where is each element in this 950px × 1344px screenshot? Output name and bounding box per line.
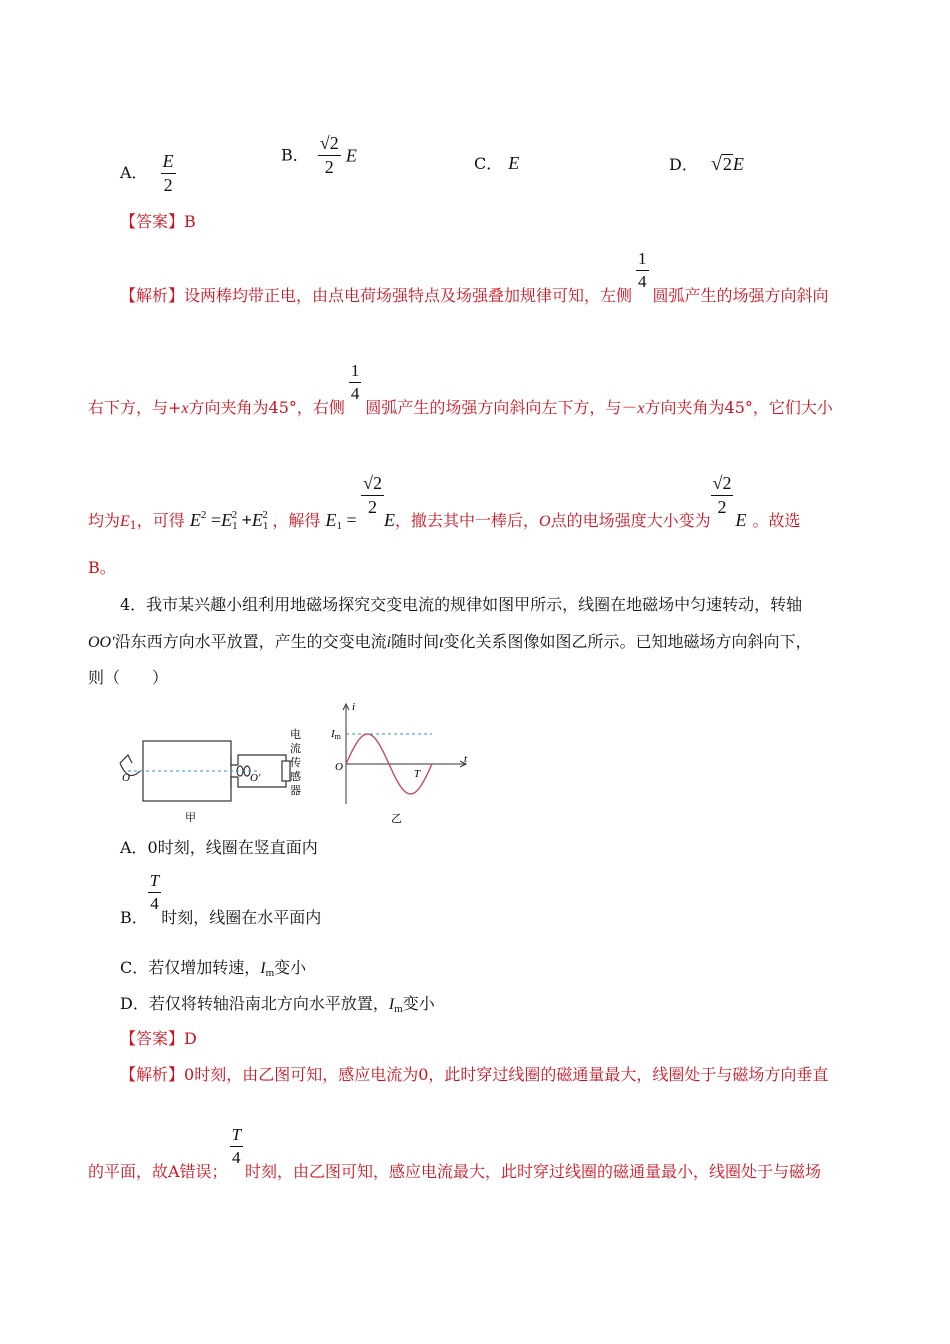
- period-label: T: [414, 768, 421, 780]
- analysis-q3-line3: 均为$E_1$，可得 $E^2 =E1^2 +E1^2$ ，解得 E1 = $\frac{√2}{2}$ E，撤去其中一棒后，O点的电场强度大小变为 $\frac{√2}{2}$ E 。故选: [88, 473, 801, 532]
- axis-label-t: t: [464, 753, 468, 765]
- q4-option-b: B． $\frac{T}{4}$ 时刻，线圈在水平面内: [120, 871, 322, 927]
- fraction-t-over-4: $\frac{T}{4}$: [149, 871, 160, 913]
- label-o-right: O′: [250, 772, 261, 784]
- fraction-t-over-4: $\frac{T}{4}$: [231, 1125, 242, 1167]
- caption-yi: 乙: [391, 813, 402, 825]
- option-b: B． $\frac{√2}{2}$ E: [281, 133, 357, 177]
- im-label: Im: [331, 728, 341, 741]
- answer-q4: 【答案】D: [120, 1029, 197, 1048]
- answer-q3: 【答案】B: [120, 212, 196, 231]
- fraction-sqrt2-over-2: $\frac{√2}{2}$: [319, 133, 339, 177]
- figure-jia: [110, 725, 310, 825]
- fraction-e-over-2: $\frac{E}{2}$: [162, 151, 174, 195]
- label-o-left: O: [122, 772, 130, 784]
- fraction-sqrt2-over-2: $\frac{√2}{2}$: [363, 473, 382, 517]
- equation-energy-sum: $E^2 =E1^2 +E1^2$: [189, 508, 269, 532]
- option-d: D． √2E: [669, 153, 744, 175]
- coil-frame: [143, 741, 231, 801]
- q4-option-a: A．0时刻，线圈在竖直面内: [120, 838, 318, 857]
- figure-yi: [328, 700, 478, 828]
- option-c: C． E: [474, 153, 520, 173]
- analysis-q3-line1: 【解析】设两棒均带正电，由点电荷场强特点及场强叠加规律可知，左侧 $\frac{1}{4}$ 圆弧产生的场强方向斜向: [120, 249, 829, 305]
- sensor-char-2: 传: [290, 757, 301, 769]
- q4-option-c: C．若仅增加转速，Im变小: [120, 958, 307, 979]
- analysis-q3-line4: B。: [88, 558, 116, 577]
- option-a: A． $\frac{E}{2}$: [120, 151, 174, 195]
- q4-stem-line2: OO′沿东西方向水平放置，产生的交变电流i随时间t变化关系图像如图乙所示。已知地磁场方向斜向下，: [88, 632, 812, 651]
- fraction-quarter: $\frac{1}{4}$: [350, 361, 360, 403]
- analysis-q4-line2: 的平面，故A错误； $\frac{T}{4}$ 时刻，由乙图可知，感应电流最大，此时穿过线圈的磁通量最小，线圈处于与磁场: [88, 1125, 822, 1181]
- sensor-char-1: 流: [290, 743, 301, 755]
- fraction-quarter: $\frac{1}{4}$: [638, 249, 647, 291]
- analysis-q3-line2: 右下方，与+x方向夹角为45°，右侧 $\frac{1}{4}$ 圆弧产生的场强方向斜向左下方，与－x方向夹角为45°，它们大小: [88, 361, 833, 417]
- origin-label: O: [335, 761, 343, 773]
- sensor-char-3: 感: [290, 771, 301, 783]
- sensor-char-4: 器: [290, 785, 301, 797]
- q4-option-d: D．若仅将转轴沿南北方向水平放置，Im变小: [120, 994, 435, 1015]
- sensor-char-0: 电: [290, 729, 301, 741]
- analysis-q4-line1: 【解析】0时刻，由乙图可知，感应电流为0，此时穿过线圈的磁通量最大，线圈处于与磁场方向垂直: [120, 1065, 829, 1084]
- axis-label-i: i: [352, 701, 356, 713]
- equation-e1-result: E1 =: [325, 509, 357, 532]
- q4-stem-line3: 则（ ）: [88, 668, 169, 687]
- sensor-box: [282, 761, 290, 781]
- fraction-sqrt2-over-2: $\frac{√2}{2}$: [712, 473, 732, 517]
- rotation-arrow-icon: [120, 755, 132, 763]
- q4-stem-line1: 4．我市某兴趣小组利用地磁场探究交变电流的规律如图甲所示，线圈在地磁场中匀速转动，转轴: [120, 595, 803, 614]
- caption-jia: 甲: [185, 812, 196, 824]
